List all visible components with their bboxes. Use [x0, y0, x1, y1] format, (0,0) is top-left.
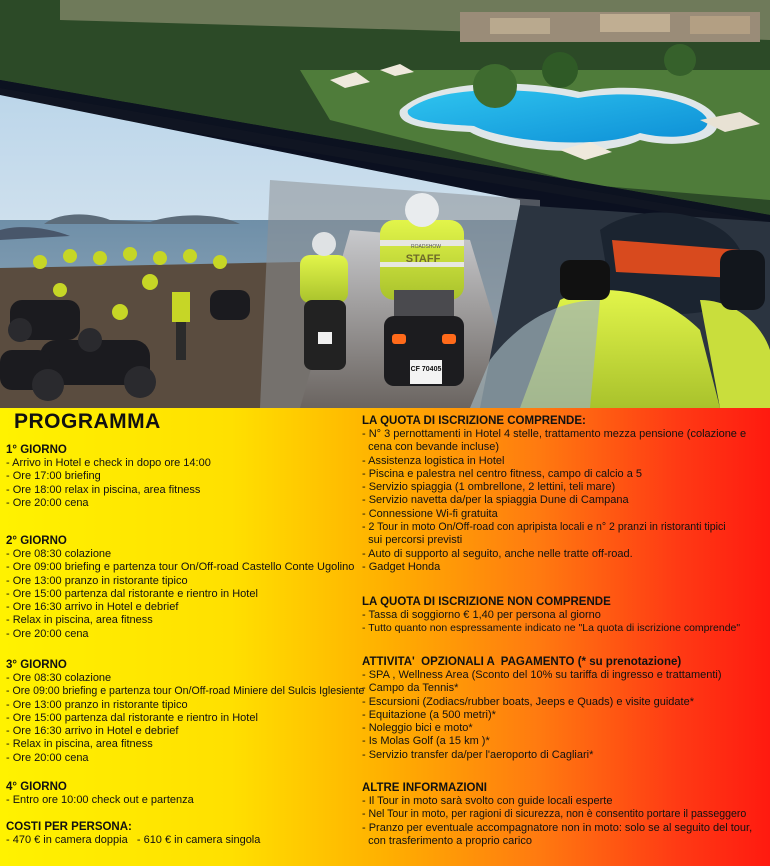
day-3-item: - Ore 16:30 arrivo in Hotel e debrief: [6, 725, 179, 738]
day-1-block: [6, 444, 211, 510]
optional-item: - SPA , Wellness Area (Sconto del 10% su tariffa di ingresso e trattamenti): [362, 669, 722, 681]
includes-item: - Auto di supporto al seguito, anche nelle tratte off-road.: [362, 547, 633, 560]
day-2-title: 2° GIORNO: [6, 535, 67, 547]
optional-item: - Is Molas Golf (a 15 km )*: [362, 735, 490, 748]
includes-item: - Servizio navetta da/per la spiaggia Dune di Campana: [362, 494, 629, 507]
other-info-title: ALTRE INFORMAZIONI: [362, 782, 487, 794]
optional-title: ATTIVITA' OPZIONALI A PAGAMENTO (* su prenotazione): [362, 656, 682, 668]
day-2-item: - Ore 08:30 colazione: [6, 548, 112, 560]
includes-item: - Piscina e palestra nel centro fitness, campo di calcio a 5: [362, 467, 643, 480]
day-4-item: - Entro ore 10:00 check out e partenza: [6, 794, 194, 806]
day-2-item: - Relax in piscina, area fitness: [6, 614, 153, 627]
includes-item: cena con bevande incluse): [362, 441, 499, 454]
includes-item: - Gadget Honda: [362, 560, 441, 573]
photo-collage: [0, 0, 770, 408]
includes-item: - 2 Tour in moto On/Off-road con apripista locali e n° 2 pranzi in ristoranti tipici: [362, 521, 726, 534]
day-2-item: - Ore 09:00 briefing e partenza tour On/Off-road Castello Conte Ugolino: [6, 561, 355, 574]
day-1-title: 1° GIORNO: [6, 444, 67, 456]
other-info-item: - Il Tour in moto sarà svolto con guide locali esperte: [362, 795, 613, 807]
other-info-block: [362, 782, 752, 848]
day-2-block: [6, 535, 354, 641]
collage-illustration: [0, 0, 770, 408]
costs-title: COSTI PER PERSONA:: [6, 821, 132, 833]
excludes-item: - Tassa di soggiorno € 1,40 per persona al giorno: [362, 609, 601, 621]
optional-item: - Escursioni (Zodiacs/rubber boats, Jeeps e Quads) e visite guidate*: [362, 695, 694, 708]
other-info-item: - Nel Tour in moto, per ragioni di sicurezza, non è consentito portare il passeggero: [362, 808, 747, 821]
closeup-photo: [470, 205, 770, 408]
day-3-item: - Ore 15:00 partenza dal ristorante e rientro in Hotel: [6, 711, 258, 724]
day-3-item: - Ore 09:00 briefing e partenza tour On/Off-road Miniere del Sulcis Iglesiente: [6, 685, 365, 698]
day-2-item: - Ore 20:00 cena: [6, 627, 89, 640]
day-3-item: - Ore 20:00 cena: [6, 751, 89, 764]
includes-item: - N° 3 pernottamenti in Hotel 4 stelle, trattamento mezza pensione (colazione e: [362, 428, 747, 440]
day-3-item: - Ore 13:00 pranzo in ristorante tipico: [6, 698, 188, 711]
optional-block: [362, 656, 722, 762]
includes-block: [362, 415, 746, 574]
day-3-block: [6, 659, 364, 765]
day-3-item: - Ore 08:30 colazione: [6, 672, 112, 684]
day-2-item: - Ore 15:00 partenza dal ristorante e rientro in Hotel: [6, 587, 258, 600]
costs-block: [6, 821, 260, 847]
day-4-block: [6, 781, 194, 807]
svg-text:ROADSHOW: ROADSHOW: [411, 244, 441, 250]
day-1-item: - Ore 18:00 relax in piscina, area fitness: [6, 483, 201, 496]
costs-line: - 470 € in camera doppia - 610 € in camera singola: [6, 834, 261, 846]
other-info-item: con trasferimento a proprio carico: [362, 834, 532, 847]
day-1-item: - Arrivo in Hotel e check in dopo ore 14:00: [6, 457, 211, 469]
excludes-title: LA QUOTA DI ISCRIZIONE NON COMPRENDE: [362, 596, 611, 608]
day-2-item: - Ore 13:00 pranzo in ristorante tipico: [6, 574, 188, 587]
includes-item: sui percorsi previsti: [362, 534, 463, 547]
staff-label: STAFF: [405, 253, 441, 265]
day-1-item: - Ore 17:00 briefing: [6, 470, 101, 483]
optional-item: - Equitazione (a 500 metri)*: [362, 708, 496, 721]
program-section: [0, 408, 770, 866]
includes-item: - Connessione Wi-fi gratuita: [362, 507, 498, 520]
day-1-item: - Ore 20:00 cena: [6, 496, 89, 509]
license-plate: CF 70405: [410, 366, 442, 373]
day-2-item: - Ore 16:30 arrivo in Hotel e debrief: [6, 601, 179, 614]
optional-item: - Servizio transfer da/per l'aeroporto di Cagliari*: [362, 748, 594, 761]
day-4-title: 4° GIORNO: [6, 781, 67, 793]
optional-item: - Noleggio bici e moto*: [362, 722, 473, 735]
other-info-item: - Pranzo per eventuale accompagnatore non in moto: solo se al seguito del tour,: [362, 821, 753, 834]
includes-item: - Assistenza logistica in Hotel: [362, 454, 505, 467]
day-3-title: 3° GIORNO: [6, 659, 67, 671]
includes-title: LA QUOTA DI ISCRIZIONE COMPRENDE:: [362, 415, 586, 427]
excludes-item: - Tutto quanto non espressamente indicato ne "La quota di iscrizione comprende": [362, 622, 741, 635]
optional-item: - Campo da Tennis*: [362, 682, 459, 695]
day-3-item: - Relax in piscina, area fitness: [6, 738, 153, 751]
excludes-block: [362, 596, 740, 636]
includes-item: - Servizio spiaggia (1 ombrellone, 2 lettini, teli mare): [362, 481, 616, 494]
program-title: PROGRAMMA: [14, 410, 161, 433]
